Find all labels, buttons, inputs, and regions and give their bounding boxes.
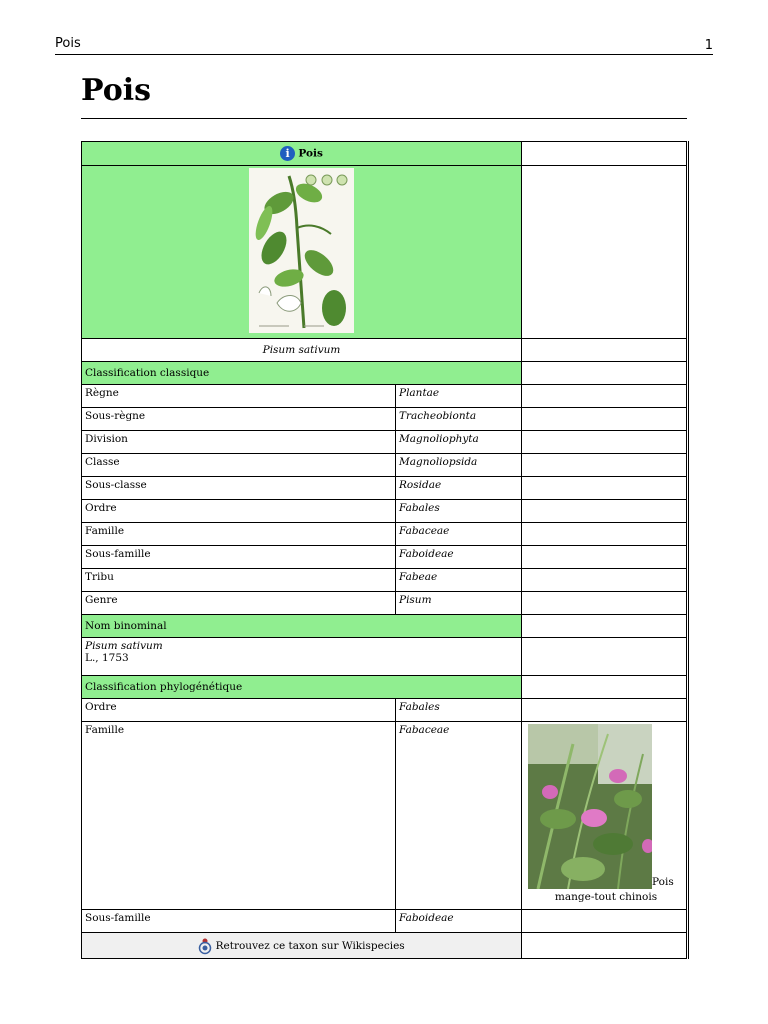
- rank-label: Sous-famille: [82, 546, 396, 569]
- photo-caption-line1: Pois: [652, 876, 674, 888]
- table-row: [82, 546, 688, 569]
- taxon-link[interactable]: Faboideae: [396, 910, 522, 933]
- photo-caption-line2: mange-tout chinois: [554, 891, 658, 903]
- taxon-link[interactable]: Faboideae: [396, 546, 522, 569]
- binomial-author[interactable]: L., 1753: [85, 652, 129, 664]
- rank-label: Ordre: [82, 500, 396, 523]
- info-icon[interactable]: i: [280, 146, 295, 161]
- taxon-link[interactable]: Fabaceae: [396, 523, 522, 546]
- side-cell: [522, 408, 688, 431]
- taxon-link[interactable]: Fabales: [396, 500, 522, 523]
- rank-label: Sous-famille: [82, 910, 396, 933]
- side-cell: [522, 910, 688, 933]
- table-row: [82, 477, 688, 500]
- rank-label: Sous-classe: [82, 477, 396, 500]
- binomial-header: Nom binominal: [82, 615, 522, 638]
- binomial-cell: [82, 638, 522, 676]
- side-cell: [522, 454, 688, 477]
- photo-cell: [522, 722, 688, 910]
- taxon-link[interactable]: Magnoliopsida: [396, 454, 522, 477]
- rank-label: Genre: [82, 592, 396, 615]
- side-cell: [522, 142, 688, 166]
- classification-header: Classification classique: [82, 362, 522, 385]
- rank-label: Classe: [82, 454, 396, 477]
- title-divider: [81, 118, 687, 119]
- rank-label: Ordre: [82, 699, 396, 722]
- taxon-link[interactable]: Pisum: [396, 592, 522, 615]
- table-row: [82, 523, 688, 546]
- taxon-link[interactable]: Fabales: [396, 699, 522, 722]
- side-cell: [522, 676, 688, 699]
- side-cell: [522, 546, 688, 569]
- table-row: [82, 408, 688, 431]
- taxon-link[interactable]: Rosidae: [396, 477, 522, 500]
- side-cell: [522, 500, 688, 523]
- taxon-link[interactable]: Fabaceae: [396, 722, 522, 910]
- taxon-link[interactable]: Magnoliophyta: [396, 431, 522, 454]
- table-row: [82, 431, 688, 454]
- pea-plant-illustration[interactable]: [249, 168, 354, 333]
- rank-label: Famille: [82, 722, 396, 910]
- side-cell: [522, 933, 688, 959]
- taxobox: [81, 141, 689, 959]
- side-cell: [522, 615, 688, 638]
- side-cell: [522, 385, 688, 408]
- taxon-link[interactable]: Tracheobionta: [396, 408, 522, 431]
- taxobox-heading-label: Pois: [298, 147, 323, 160]
- rank-label: Règne: [82, 385, 396, 408]
- binomial-name: Pisum sativum: [85, 640, 163, 652]
- image-caption: Pisum sativum: [262, 344, 341, 356]
- side-cell: [522, 339, 688, 362]
- pea-flower-photo[interactable]: [528, 724, 652, 889]
- running-header: [55, 36, 713, 55]
- table-row: [82, 722, 688, 910]
- table-row: [82, 910, 688, 933]
- running-title: Pois: [55, 36, 81, 51]
- taxon-link[interactable]: Plantae: [396, 385, 522, 408]
- taxobox-heading: [82, 142, 522, 166]
- wikispecies-link[interactable]: Retrouvez ce taxon sur Wikispecies: [215, 939, 405, 952]
- table-row: [82, 569, 688, 592]
- rank-label: Division: [82, 431, 396, 454]
- table-row: [82, 699, 688, 722]
- side-cell: [522, 166, 688, 339]
- plate-cell: [82, 166, 522, 339]
- taxon-link[interactable]: Fabeae: [396, 569, 522, 592]
- page-number: 1: [704, 38, 713, 53]
- page-title: Pois: [81, 73, 152, 108]
- table-row: [82, 454, 688, 477]
- rank-label: Famille: [82, 523, 396, 546]
- table-row: [82, 500, 688, 523]
- table-row: [82, 592, 688, 615]
- rank-label: Tribu: [82, 569, 396, 592]
- side-cell: [522, 523, 688, 546]
- side-cell: [522, 638, 688, 676]
- side-cell: [522, 699, 688, 722]
- side-cell: [522, 362, 688, 385]
- wikispecies-footer: [82, 933, 522, 959]
- image-caption-cell: [82, 339, 522, 362]
- phylo-header: Classification phylogénétique: [82, 676, 522, 699]
- side-cell: [522, 592, 688, 615]
- side-cell: [522, 569, 688, 592]
- side-cell: [522, 477, 688, 500]
- rank-label: Sous-règne: [82, 408, 396, 431]
- side-cell: [522, 431, 688, 454]
- table-row: [82, 385, 688, 408]
- wikispecies-icon: [198, 937, 212, 955]
